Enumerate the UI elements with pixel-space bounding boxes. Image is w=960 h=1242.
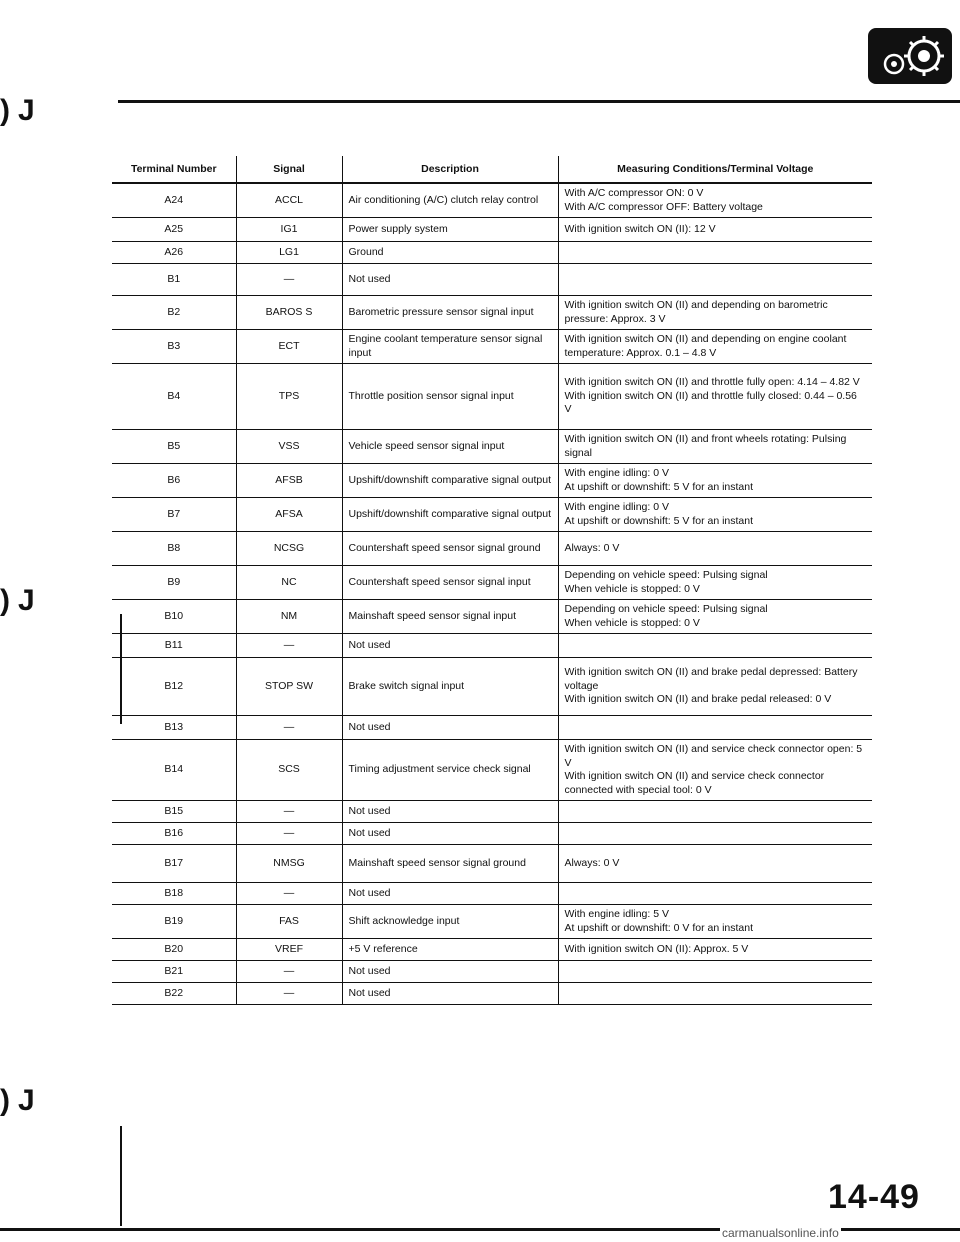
binding-mark: ) J [0,584,35,617]
table-row [112,498,872,532]
conditions-cell: With engine idling: 0 V At upshift or downshift: 5 V for an instant [558,464,872,498]
terminal-cell: B18 [112,883,236,905]
conditions-cell: Depending on vehicle speed: Pulsing signal When vehicle is stopped: 0 V [558,600,872,634]
signal-cell: — [236,634,342,658]
description-cell: Not used [342,961,558,983]
signal-cell: NMSG [236,845,342,883]
signal-cell: ACCL [236,183,342,218]
terminal-cell: B21 [112,961,236,983]
conditions-cell: With ignition switch ON (II) and service check connector open: 5 V With ignition switch ON (II) and service check connector connected with special tool: 0 V [558,740,872,801]
page-number: 14-49 [828,1178,920,1216]
terminal-cell: B7 [112,498,236,532]
table-row [112,939,872,961]
description-cell: Shift acknowledge input [342,905,558,939]
conditions-cell: With engine idling: 0 V At upshift or downshift: 5 V for an instant [558,498,872,532]
signal-cell: VREF [236,939,342,961]
signal-cell: — [236,983,342,1005]
header-signal: Signal [236,156,342,183]
signal-cell: AFSA [236,498,342,532]
description-cell: Not used [342,883,558,905]
description-cell: Engine coolant temperature sensor signal input [342,330,558,364]
table-row [112,242,872,264]
terminal-cell: B17 [112,845,236,883]
watermark: carmanualsonline.info [722,1226,839,1240]
signal-cell: — [236,883,342,905]
conditions-cell [558,242,872,264]
description-cell: Mainshaft speed sensor signal input [342,600,558,634]
conditions-cell: With ignition switch ON (II) and depending on barometric pressure: Approx. 3 V [558,296,872,330]
table-row [112,464,872,498]
table-row [112,296,872,330]
conditions-cell: Always: 0 V [558,532,872,566]
terminal-cell: B13 [112,716,236,740]
conditions-cell: With ignition switch ON (II): Approx. 5 V [558,939,872,961]
description-cell: Throttle position sensor signal input [342,364,558,430]
signal-cell: LG1 [236,242,342,264]
terminal-cell: B3 [112,330,236,364]
terminal-cell: A25 [112,218,236,242]
terminal-cell: B22 [112,983,236,1005]
terminal-cell: B1 [112,264,236,296]
signal-cell: SCS [236,740,342,801]
terminal-cell: A26 [112,242,236,264]
conditions-cell: Depending on vehicle speed: Pulsing signal When vehicle is stopped: 0 V [558,566,872,600]
description-cell: Mainshaft speed sensor signal ground [342,845,558,883]
table-row [112,883,872,905]
terminal-cell: B11 [112,634,236,658]
description-cell: Power supply system [342,218,558,242]
table-row [112,364,872,430]
header-description: Description [342,156,558,183]
conditions-cell: With ignition switch ON (II) and throttle fully open: 4.14 – 4.82 V With ignition switch ON (II) and throttle fully closed: 0.44 – 0.56 V [558,364,872,430]
table-row [112,716,872,740]
signal-cell: IG1 [236,218,342,242]
conditions-cell [558,264,872,296]
description-cell: +5 V reference [342,939,558,961]
margin-line [120,1126,122,1226]
engine-control-icon [868,28,952,84]
terminal-cell: B10 [112,600,236,634]
terminal-cell: B16 [112,823,236,845]
conditions-cell: Always: 0 V [558,845,872,883]
terminal-cell: B19 [112,905,236,939]
conditions-cell [558,716,872,740]
table-row [112,983,872,1005]
description-cell: Upshift/downshift comparative signal output [342,498,558,532]
conditions-cell [558,961,872,983]
signal-cell: NM [236,600,342,634]
terminal-cell: B14 [112,740,236,801]
description-cell: Not used [342,801,558,823]
description-cell: Not used [342,716,558,740]
conditions-cell [558,823,872,845]
table-row [112,566,872,600]
description-cell: Countershaft speed sensor signal input [342,566,558,600]
conditions-cell: With engine idling: 5 V At upshift or downshift: 0 V for an instant [558,905,872,939]
terminal-cell: B9 [112,566,236,600]
signal-cell: TPS [236,364,342,430]
conditions-cell [558,983,872,1005]
header-measuring-conditions: Measuring Conditions/Terminal Voltage [558,156,872,183]
table-row [112,532,872,566]
table-header-row [112,156,872,183]
description-cell: Brake switch signal input [342,658,558,716]
description-cell: Timing adjustment service check signal [342,740,558,801]
description-cell: Countershaft speed sensor signal ground [342,532,558,566]
table-row [112,801,872,823]
table-row [112,961,872,983]
terminal-table [112,156,872,1005]
conditions-cell: With ignition switch ON (II) and depending on engine coolant temperature: Approx. 0.1 – 4.8 V [558,330,872,364]
description-cell: Vehicle speed sensor signal input [342,430,558,464]
table-row [112,634,872,658]
conditions-cell: With ignition switch ON (II) and front wheels rotating: Pulsing signal [558,430,872,464]
terminal-cell: B8 [112,532,236,566]
signal-cell: NCSG [236,532,342,566]
signal-cell: STOP SW [236,658,342,716]
terminal-cell: B15 [112,801,236,823]
signal-cell: — [236,716,342,740]
signal-cell: — [236,823,342,845]
signal-cell: — [236,961,342,983]
terminal-cell: B20 [112,939,236,961]
terminal-cell: B6 [112,464,236,498]
description-cell: Not used [342,983,558,1005]
table-row [112,658,872,716]
description-cell: Air conditioning (A/C) clutch relay control [342,183,558,218]
description-cell: Upshift/downshift comparative signal output [342,464,558,498]
header-rule [118,100,960,103]
signal-cell: FAS [236,905,342,939]
table-row [112,740,872,801]
conditions-cell: With ignition switch ON (II) and brake pedal depressed: Battery voltage With ignition switch ON (II) and brake pedal released: 0 V [558,658,872,716]
binding-mark: ) J [0,1084,35,1117]
description-cell: Not used [342,823,558,845]
table-row [112,264,872,296]
binding-mark: ) J [0,94,35,127]
description-cell: Barometric pressure sensor signal input [342,296,558,330]
terminal-cell: B12 [112,658,236,716]
signal-cell: ECT [236,330,342,364]
conditions-cell [558,883,872,905]
signal-cell: NC [236,566,342,600]
table-row [112,845,872,883]
signal-cell: — [236,801,342,823]
signal-cell: BAROS S [236,296,342,330]
description-cell: Not used [342,634,558,658]
table-row [112,330,872,364]
table-row [112,823,872,845]
table-row [112,600,872,634]
signal-cell: — [236,264,342,296]
conditions-cell [558,801,872,823]
table-row [112,183,872,218]
terminal-cell: B2 [112,296,236,330]
table-row [112,218,872,242]
terminal-cell: A24 [112,183,236,218]
conditions-cell: With A/C compressor ON: 0 V With A/C compressor OFF: Battery voltage [558,183,872,218]
terminal-cell: B4 [112,364,236,430]
description-cell: Ground [342,242,558,264]
table-row [112,430,872,464]
description-cell: Not used [342,264,558,296]
signal-cell: VSS [236,430,342,464]
conditions-cell: With ignition switch ON (II): 12 V [558,218,872,242]
table-row [112,905,872,939]
header-terminal-number: Terminal Number [112,156,236,183]
terminal-cell: B5 [112,430,236,464]
signal-cell: AFSB [236,464,342,498]
conditions-cell [558,634,872,658]
